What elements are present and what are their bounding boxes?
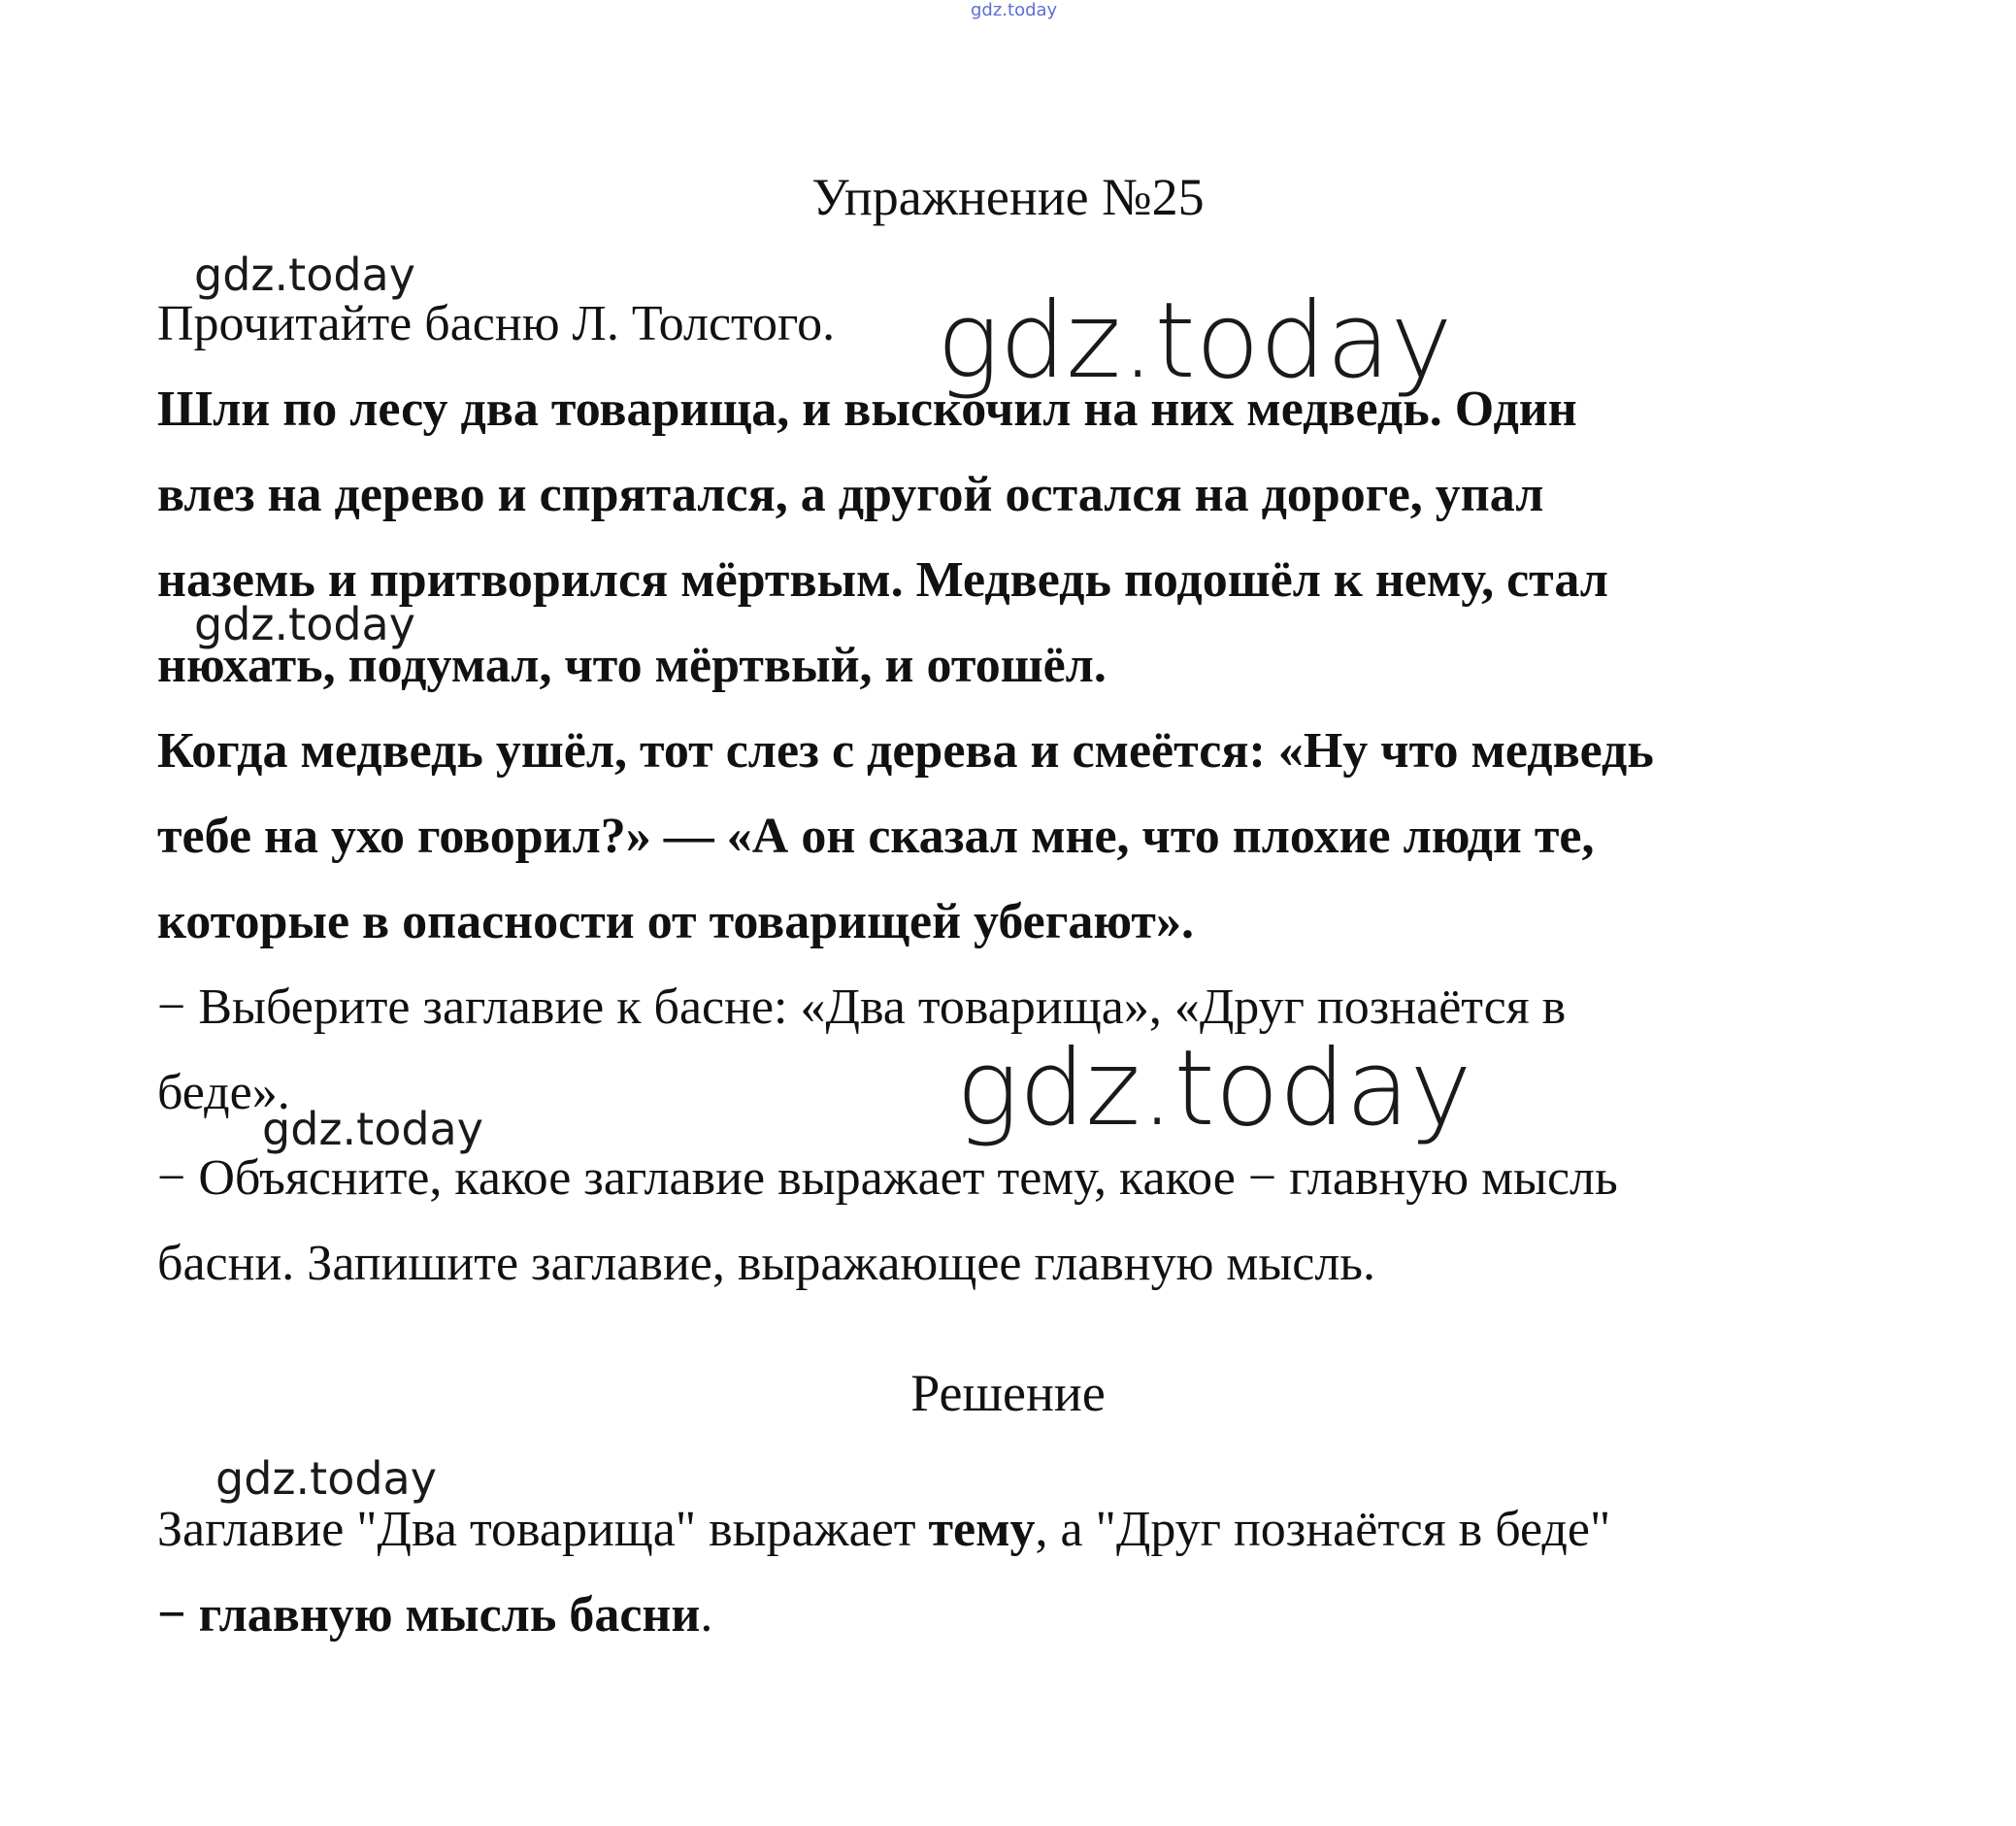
solution-text-part: , а "Друг познаётся в беде"	[1035, 1502, 1611, 1557]
task-line: беде».	[157, 1065, 290, 1120]
fable-line: влез на дерево и спрятался, а другой остался на дороге, упал	[157, 467, 1544, 522]
watermark-top: gdz.today	[971, 0, 1058, 20]
watermark-small: gdz.today	[194, 249, 415, 301]
fable-text	[157, 367, 1904, 965]
solution-emphasis: тему	[928, 1502, 1036, 1557]
fable-line: Когда медведь ушёл, тот слез с дерева и смеётся: «Ну что медведь	[157, 723, 1654, 779]
fable-line: наземь и притворился мёртвым. Медведь подошёл к нему, стал	[157, 552, 1608, 608]
solution-heading: Решение	[910, 1364, 1106, 1422]
solution-text-part: .	[700, 1587, 713, 1643]
task-line: − Выберите заглавие к басне: «Два товарища», «Друг познаётся в	[157, 979, 1567, 1035]
task-text	[157, 965, 1904, 1307]
fable-line: тебе на ухо говорил?» — «А он сказал мне, что плохие люди те,	[157, 809, 1595, 864]
watermark-small: gdz.today	[262, 1103, 483, 1155]
fable-line: нюхать, подумал, что мёртвый, и отошёл.	[157, 638, 1107, 693]
task-line: басни. Запишите заглавие, выражающее главную мысль.	[157, 1236, 1376, 1291]
exercise-title: Упражнение №25	[811, 168, 1205, 226]
watermark-small: gdz.today	[215, 1452, 437, 1505]
watermark-large: gdz.today	[937, 281, 1453, 402]
solution-text-part: Заглавие "Два товарища" выражает	[157, 1502, 929, 1557]
instruction-line: Прочитайте басню Л. Толстого.	[157, 296, 836, 351]
fable-line: которые в опасности от товарищей убегают».	[157, 894, 1194, 949]
solution-line	[157, 1573, 1904, 1658]
solution-text	[157, 1487, 1904, 1658]
solution-line	[157, 1487, 1904, 1573]
fable-line: Шли по лесу два товарища, и выскочил на них медведь. Один	[157, 382, 1577, 437]
instruction-text	[157, 282, 1904, 367]
watermark-small: gdz.today	[194, 598, 415, 650]
watermark-large: gdz.today	[956, 1028, 1472, 1149]
solution-emphasis: − главную мысль басни	[157, 1587, 701, 1643]
task-line: − Объясните, какое заглавие выражает тему, какое − главную мысль	[157, 1150, 1618, 1206]
